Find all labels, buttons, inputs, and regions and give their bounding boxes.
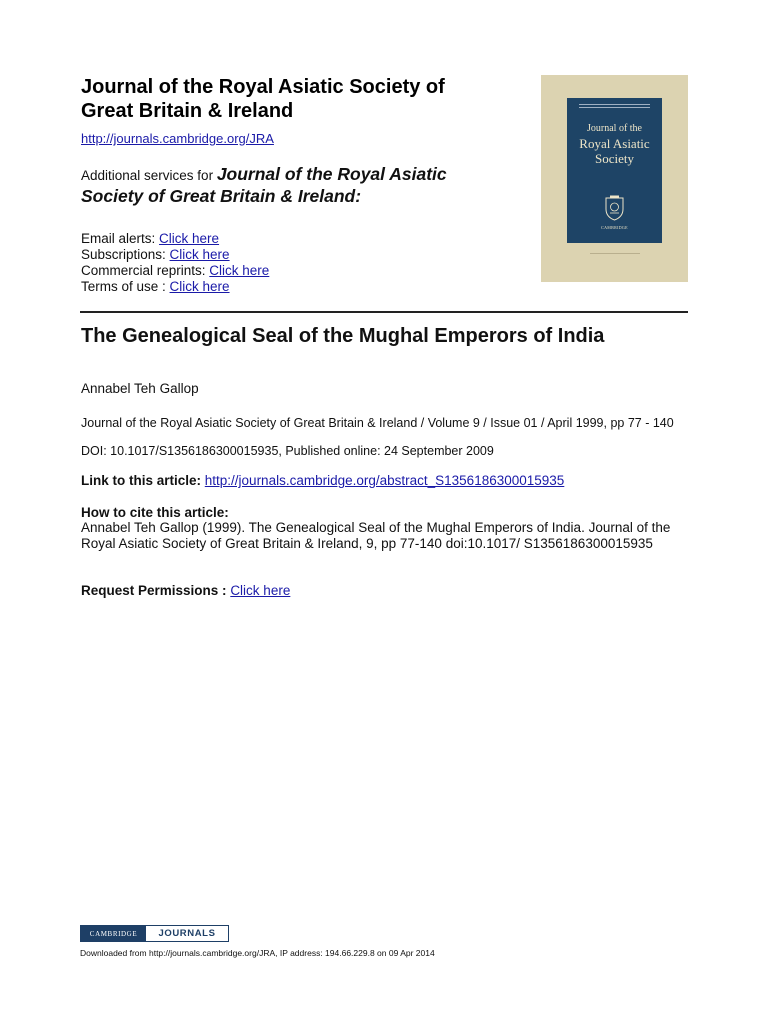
- cite-text: Annabel Teh Gallop (1999). The Genealogical Seal of the Mughal Emperors of India. Journal of the Royal Asiatic Society of Great Britain & Ireland, 9, pp 77-140 doi:10.1017/ S1356186300015935: [81, 520, 671, 551]
- subscriptions-link[interactable]: Click here: [169, 247, 230, 262]
- subscriptions-label: Subscriptions:: [81, 247, 170, 262]
- journal-title: [81, 75, 521, 123]
- cover-title-line-2: Royal Asiatic: [579, 136, 650, 151]
- cover-title: [567, 122, 662, 166]
- cover-title-line-1: Journal of the: [587, 123, 642, 134]
- article-url-link[interactable]: http://journals.cambridge.org/abstract_S1356186300015935: [204, 473, 565, 488]
- journal-citation: Journal of the Royal Asiatic Society of Great Britain & Ireland / Volume 9 / Issue 01 / April 1999, pp 77 - 140: [81, 416, 674, 430]
- service-links: [81, 231, 269, 295]
- journal-title-line-1: Journal of the Royal Asiatic Society of: [81, 76, 445, 98]
- commercial-reprints-link[interactable]: Click here: [209, 263, 270, 278]
- cover-publisher: CAMBRIDGE: [601, 225, 628, 230]
- cover-tagline-decoration: [573, 102, 656, 108]
- download-note: Downloaded from http://journals.cambridge.org/JRA, IP address: 194.66.229.8 on 09 Apr 2014: [80, 948, 435, 958]
- commercial-reprints-row: [81, 263, 269, 279]
- email-alerts-label: Email alerts:: [81, 231, 160, 246]
- cite-heading: How to cite this article:: [81, 505, 229, 520]
- services-intro: Additional services for: [81, 168, 217, 183]
- terms-of-use-label: Terms of use :: [81, 279, 170, 294]
- logo-journals: JOURNALS: [146, 926, 228, 941]
- terms-of-use-link[interactable]: Click here: [169, 279, 230, 294]
- doi-published: DOI: 10.1017/S1356186300015935, Published online: 24 September 2009: [81, 444, 494, 458]
- terms-of-use-row: [81, 279, 269, 295]
- request-permissions-label: Request Permissions :: [81, 583, 231, 598]
- link-to-article: [81, 473, 564, 488]
- request-permissions: [81, 583, 290, 598]
- email-alerts-row: [81, 231, 269, 247]
- request-permissions-link[interactable]: Click here: [230, 583, 291, 598]
- cover-footer-decoration: [541, 253, 688, 259]
- subscriptions-row: [81, 247, 269, 263]
- journal-title-line-2: Great Britain & Ireland: [81, 100, 294, 122]
- cover-panel: [567, 98, 662, 243]
- email-alerts-link[interactable]: Click here: [159, 231, 220, 246]
- crest-icon: [604, 195, 625, 221]
- additional-services: [81, 164, 521, 208]
- journal-url-link[interactable]: http://journals.cambridge.org/JRA: [81, 131, 274, 146]
- article-title: The Genealogical Seal of the Mughal Emperors of India: [81, 325, 605, 347]
- logo-cambridge: CAMBRIDGE: [81, 926, 146, 941]
- services-journal-line-2: Society of Great Britain & Ireland:: [81, 186, 362, 206]
- header-divider: [80, 311, 688, 313]
- link-to-article-label: Link to this article:: [81, 473, 205, 488]
- journal-cover-image: [541, 75, 688, 282]
- cover-title-line-3: Society: [595, 151, 634, 166]
- article-author: Annabel Teh Gallop: [81, 381, 199, 396]
- cambridge-journals-logo: [80, 925, 229, 942]
- services-journal-line-1: Journal of the Royal Asiatic: [216, 164, 447, 184]
- commercial-reprints-label: Commercial reprints:: [81, 263, 210, 278]
